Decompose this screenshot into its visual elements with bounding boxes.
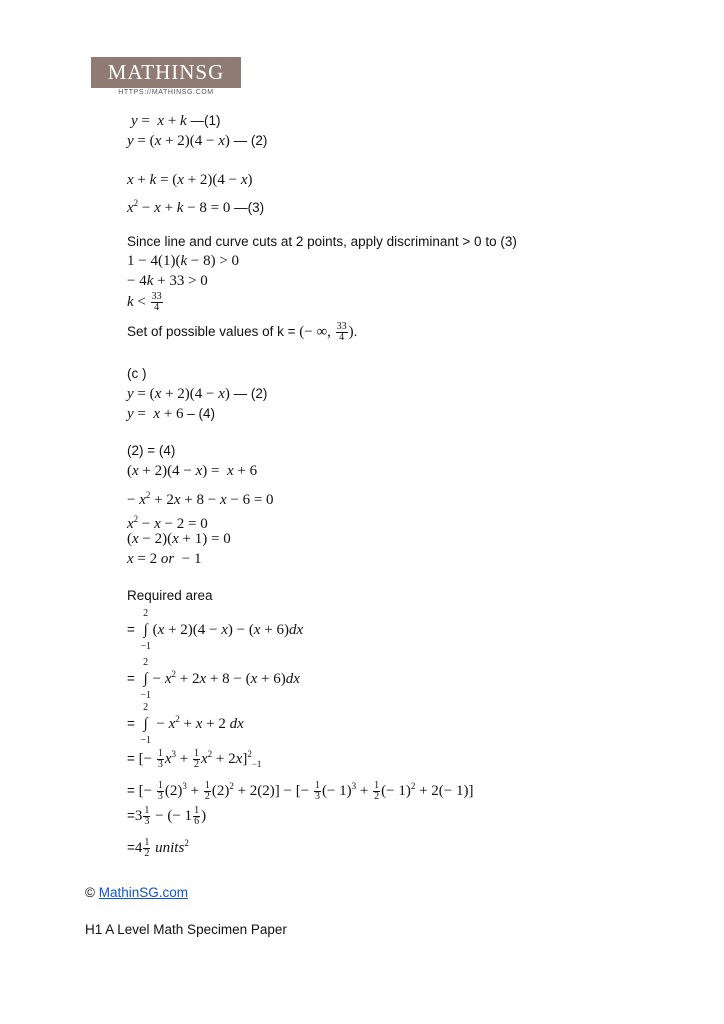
required-area-label: Required area (127, 588, 213, 603)
discriminant-statement: Since line and curve cuts at 2 points, apply discriminant > 0 to (3) (127, 234, 517, 249)
final-answer: =4 $\frac{1}{2}$ units$^2$ (127, 836, 189, 859)
integral-line-2: = 2 ∫ −1 − $x^2 + 2x + 8 - (x + 6)dx$ (127, 657, 300, 701)
logo-url: HTTPS://MATHINSG.COM (118, 89, 214, 96)
equation-line-8: y = (x + 2)(4 − x) — (2) (127, 386, 268, 402)
set-of-values: Set of possible values of k = (− ∞, $\frac{33}{4}$ ). (127, 321, 358, 343)
part-c-label: (c ) (127, 366, 147, 381)
equation-line-6: − 4k + 33 > 0 (127, 273, 208, 289)
equation-line-7: k < $\frac{33}{4}$ (127, 291, 162, 313)
equation-line-12: $x^2 - x - 2 = 0$ (127, 514, 208, 532)
set-prefix: Set of possible values of k = (127, 324, 300, 340)
equation-line-10: (x + 2)(4 − x) = x + 6 (127, 463, 258, 479)
footer-copyright (85, 885, 188, 900)
logo: MATHINSG (91, 57, 241, 88)
evaluation-line-1: = [− $\frac{1}{3}$ $x^3$ + $\frac{1}{2}$ $x^2 + 2x]^2_{-1}$ (127, 747, 262, 770)
tag-2: (2) (250, 133, 268, 148)
tag-4: (4) (198, 406, 216, 421)
footer-paper-title: H1 A Level Math Specimen Paper (85, 922, 287, 937)
integral-line-1: = 2 ∫ −1 (x + 2)(4 − x) − (x + 6)dx (127, 608, 304, 652)
tag-1: (1) (203, 113, 221, 128)
evaluation-line-3: =3 $\frac{1}{3}$ − (− 1 $\frac{1}{6}$ ) (127, 805, 207, 827)
equation-line-14: x = 2 or − 1 (127, 551, 202, 567)
equation-line-4: $x^2 - x + k - 8 = 0$ —(3) (127, 198, 265, 216)
tag-2b: (2) (250, 386, 268, 401)
equation-line-1: y = x + k —(1) (131, 113, 221, 129)
equation-line-3: x + k = (x + 2)(4 − x) (127, 172, 253, 188)
mathinsg-link[interactable]: MathinSG.com (98, 885, 188, 900)
equation-line-13: (x − 2)(x + 1) = 0 (127, 531, 231, 547)
integral-line-3: = 2 ∫ −1 − $x^2 + x + 2$ dx (127, 702, 244, 746)
copyright-symbol: © (85, 885, 95, 900)
evaluation-line-2: = [− $\frac{1}{3}$ $(2)^3$ + $\frac{1}{2}$ $(2)^2 + 2(2)$] − [− $\frac{1}{3}$ (− 1)$^3$ + $\frac{1}{2}$ (− 1)$^2$ + 2(− 1)] (127, 779, 474, 802)
equation-line-5: 1 − 4(1)(k − 8) > 0 (127, 253, 240, 269)
tag-3: (3) (247, 200, 265, 215)
equate-label: (2) = (4) (127, 443, 176, 458)
equation-line-11: − $x^2 + 2x + 8 - x - 6 = 0$ (127, 490, 274, 508)
equation-line-9: y = x + 6 – (4) (127, 406, 216, 422)
equation-line-2: y = (x + 2)(4 − x) — (2) (127, 133, 268, 149)
